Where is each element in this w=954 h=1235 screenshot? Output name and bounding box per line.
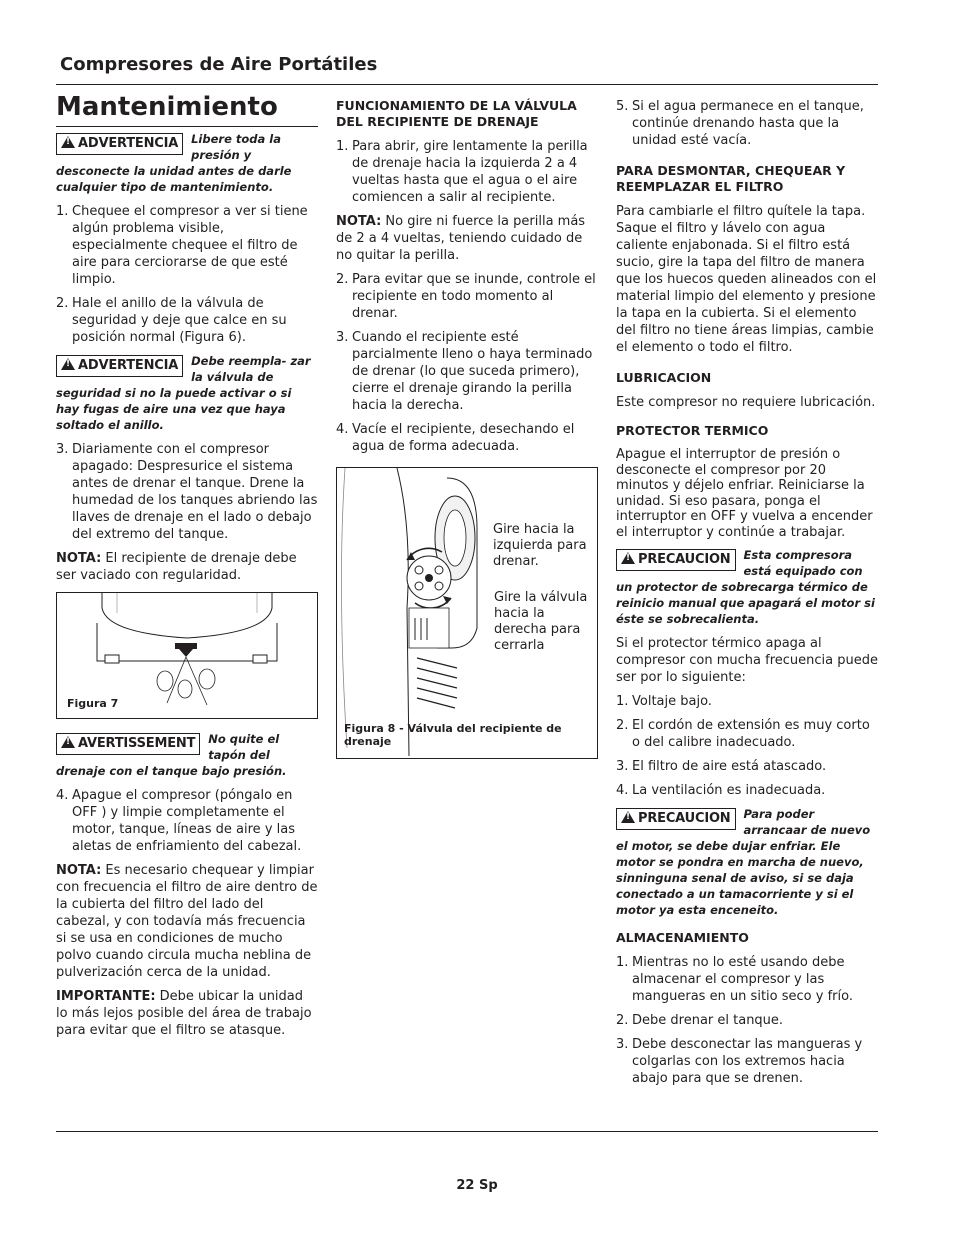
page-title: Mantenimiento xyxy=(56,92,318,127)
warning-block xyxy=(56,131,318,195)
figure-caption: Figura 8 - Válvula del recipiente de drenaje xyxy=(344,722,562,748)
warning-badge: !ADVERTENCIA xyxy=(56,355,183,377)
important-note: IMPORTANTE: Debe ubicar la unidad lo más lejos posible del área de trabajo para evitar que el filtro se atasque. xyxy=(56,989,312,1038)
header-rule xyxy=(56,84,878,85)
section-heading: LUBRICACION xyxy=(616,370,712,385)
note: NOTA: El recipiente de drenaje debe ser vaciado con regularidad. xyxy=(56,551,297,583)
caution-text: Esta compresora está equipado con un protector de sobrecarga térmico de reinicio manual que apagará el motor si éste se sobrecalienta. xyxy=(616,548,875,626)
warning-triangle-icon xyxy=(621,811,635,823)
warning-text: No quite el tapón del drenaje con el tanque bajo presión. xyxy=(56,732,287,778)
paragraph: Apague el interruptor de presión o desconecte el compresor por 20 minutos y déjelo enfriar. Reiniciarse la unidad. Si eso pasara, ponga el interruptor en OFF y vuelva a encender el interruptor y continúe a trabajar. xyxy=(616,447,873,540)
list-item: 2. Hale el anillo de la válvula de seguridad y deje que calce en su posición normal (Figura 6). xyxy=(56,296,287,345)
footer-rule xyxy=(56,1131,878,1132)
figure-caption: Figura 7 xyxy=(67,697,119,710)
section-heading: FUNCIONAMIENTO DE LA VÁLVULA DEL RECIPIENTE DE DRENAJE xyxy=(336,98,577,129)
warning-triangle-icon xyxy=(61,358,75,370)
list-item: 4. Apague el compresor (póngalo en OFF ) y limpie completamente el motor, tanque, líneas de aire y las aletas de enfriamiento del cabezal. xyxy=(56,788,302,854)
list-item: 2. Para evitar que se inunde, controle el recipiente en todo momento al drenar. xyxy=(336,272,596,321)
figure-8 xyxy=(336,467,598,759)
warning-triangle-icon xyxy=(61,136,75,148)
warning-block xyxy=(56,353,318,433)
list-item: 2. Debe drenar el tanque. xyxy=(616,1013,784,1028)
warning-badge: !ADVERTENCIA xyxy=(56,133,183,155)
section-heading: PARA DESMONTAR, CHEQUEAR Y REEMPLAZAR EL FILTRO xyxy=(616,163,846,194)
list-item: 3. Cuando el recipiente esté parcialmente lleno o haya terminado de drenar (lo que suceda primero), cierre el drenaje girando la perilla hacia la derecha. xyxy=(336,330,593,413)
warning-triangle-icon xyxy=(61,736,75,748)
column-middle xyxy=(336,98,598,759)
list-item: 3. Debe desconectar las mangueras y colgarlas con los extremos hacia abajo para que se drenen. xyxy=(616,1037,863,1086)
list-item: 1. Voltaje bajo. xyxy=(616,694,712,709)
list-item: 4. Vacíe el recipiente, desechando el agua de forma adecuada. xyxy=(336,422,575,454)
column-left xyxy=(56,92,318,1046)
warning-block xyxy=(56,731,318,779)
caution-text: Para poder arrancaar de nuevo el motor, se debe dujar enfriar. Ele motor se pondra en marcha de nuevo, sinninguna senal de aviso, si se daja conectado a un tamacorriente y si el motor ya esta enceneito. xyxy=(616,807,871,917)
note: NOTA: No gire ni fuerce la perilla más de 2 a 4 vueltas, teniendo cuidado de no quitar la perilla. xyxy=(336,214,586,263)
list-item: 3. El filtro de aire está atascado. xyxy=(616,759,827,774)
list-item: 1. Mientras no lo esté usando debe almacenar el compresor y las mangueras en un sitio seco y frío. xyxy=(616,955,853,1004)
header-title: Compresores de Aire Portátiles xyxy=(60,54,378,75)
list-item: 1. Para abrir, gire lentamente la perilla de drenaje hacia la izquierda 2 a 4 vueltas hasta que el agua o el aire comiencen a salir al recipiente. xyxy=(336,139,588,205)
list-item: 1. Chequee el compresor a ver si tiene algún problema visible, especialmente chequee el filtro de aire para cerciorarse de que esté limpio. xyxy=(56,204,308,287)
column-right xyxy=(616,98,880,1094)
list-item: 4. La ventilación es inadecuada. xyxy=(616,783,826,798)
caution-badge: !PRECAUCION xyxy=(616,808,736,830)
caution-block xyxy=(616,806,880,918)
paragraph: Si el protector térmico apaga al compresor con mucha frecuencia puede ser por lo siguiente: xyxy=(616,636,878,685)
list-item: 3. Diariamente con el compresor apagado: Despresurice el sistema antes de drenar el tanque. Drene la humedad de los tanques abriendo las llaves de drenaje en el lado o debajo del extremo del tanque. xyxy=(56,442,318,542)
page-number: 22 Sp xyxy=(456,1178,498,1193)
figure-label-close: Gire la válvula hacia la derecha para cerrarla xyxy=(494,590,588,653)
paragraph: Este compresor no requiere lubricación. xyxy=(616,395,876,410)
warning-badge: !AVERTISSEMENT xyxy=(56,733,200,755)
section-heading: PROTECTOR TERMICO xyxy=(616,423,769,438)
note: NOTA: Es necesario chequear y limpiar con frecuencia el filtro de aire dentro de la cubierta del filtro del lado del cabezal, y con todavía más frecuencia si se usa en condiciones de mucho polvo cuando circula mucha neblina de pulverización cerca de la unidad. xyxy=(56,863,318,980)
warning-triangle-icon xyxy=(621,552,635,564)
figure-label-open: Gire hacia la izquierda para drenar. xyxy=(493,522,587,569)
warning-text: Libere toda la presión y desconecte la unidad antes de darle cualquier tipo de mantenimiento. xyxy=(56,132,292,194)
warning-text: Debe reempla- zar la válvula de seguridad si no la puede activar o si hay fugas de aire una vez que haya soltado el anillo. xyxy=(56,354,311,432)
caution-badge: !PRECAUCION xyxy=(616,549,736,571)
paragraph: Para cambiarle el filtro quítele la tapa. Saque el filtro y lávelo con agua caliente enjabonada. Si el filtro está sucio, gire la tapa del filtro de manera que los huecos queden alineados con el material limpio del elemento y presione la tapa en la cubierta. Si el elemento del filtro no tiene áreas limpias, cambie el elemento o todo el filtro. xyxy=(616,204,877,355)
section-heading: ALMACENAMIENTO xyxy=(616,930,749,945)
list-item: 5. Si el agua permanece en el tanque, continúe drenando hasta que la unidad esté vacía. xyxy=(616,99,864,148)
caution-block xyxy=(616,547,880,627)
list-item: 2. El cordón de extensión es muy corto o del calibre inadecuado. xyxy=(616,718,870,750)
figure-7 xyxy=(56,592,318,719)
